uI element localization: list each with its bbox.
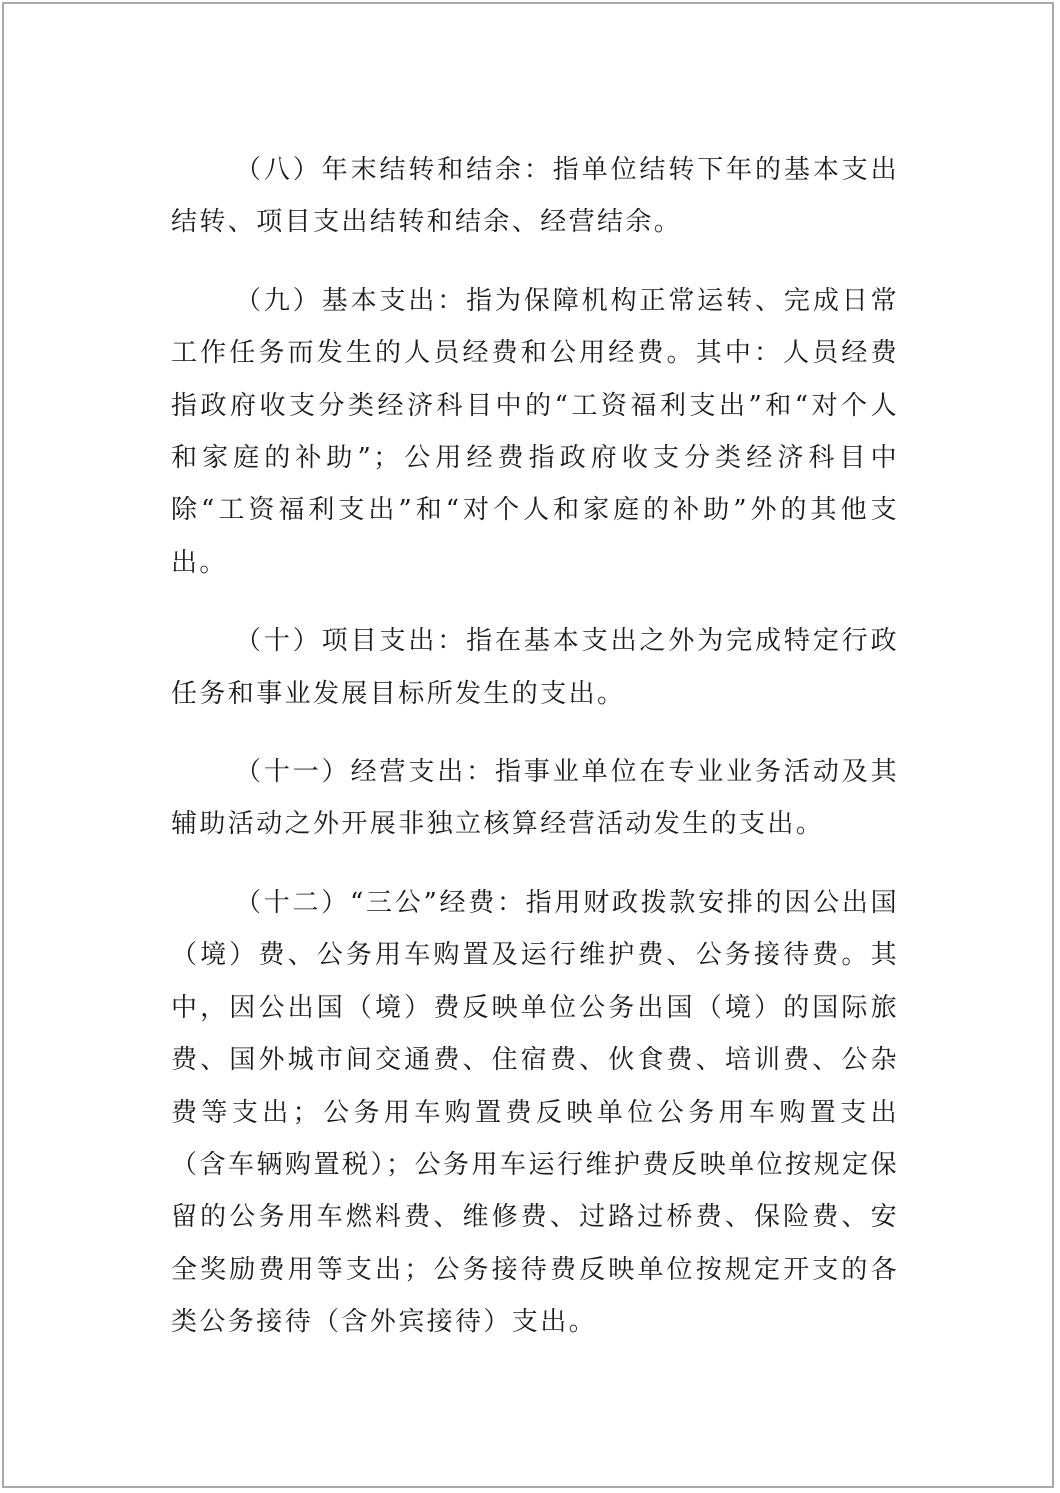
paragraph-operating-expenditure: （十一）经营支出：指事业单位在专业业务活动及其辅助活动之外开展非独立核算经营活动发生的支出。 xyxy=(171,757,899,840)
paragraph-basic-expenditure: （九）基本支出：指为保障机构正常运转、完成日常工作任务而发生的人员经费和公用经费。其中：人员经费指政府收支分类经济科目中的“工资福利支出”和“对个人和家庭的补助”；公用经费指政府收支分类经济科目中除“工资福利支出”和“对个人和家庭的补助”外的其他支出。 xyxy=(171,285,899,578)
document-body xyxy=(171,144,899,1375)
paragraph-three-public-expenses: （十二）“三公”经费：指用财政拨款安排的因公出国（境）费、公务用车购置及运行维护费、公务接待费。其中，因公出国（境）费反映单位公务出国（境）的国际旅费、国外城市间交通费、住宿费、伙食费、培训费、公杂费等支出；公务用车购置费反映单位公务用车购置支出（含车辆购置税）；公务用车运行维护费反映单位按规定保留的公务用车燃料费、维修费、过路过桥费、保险费、安全奖励费用等支出；公务接待费反映单位按规定开支的各类公务接待（含外宾接待）支出。 xyxy=(171,887,899,1338)
paragraph-year-end-carryover: （八）年末结转和结余：指单位结转下年的基本支出结转、项目支出结转和结余、经营结余。 xyxy=(171,155,899,238)
page-frame xyxy=(2,2,1054,1488)
paragraph-project-expenditure: （十）项目支出：指在基本支出之外为完成特定行政任务和事业发展目标所发生的支出。 xyxy=(171,626,899,709)
